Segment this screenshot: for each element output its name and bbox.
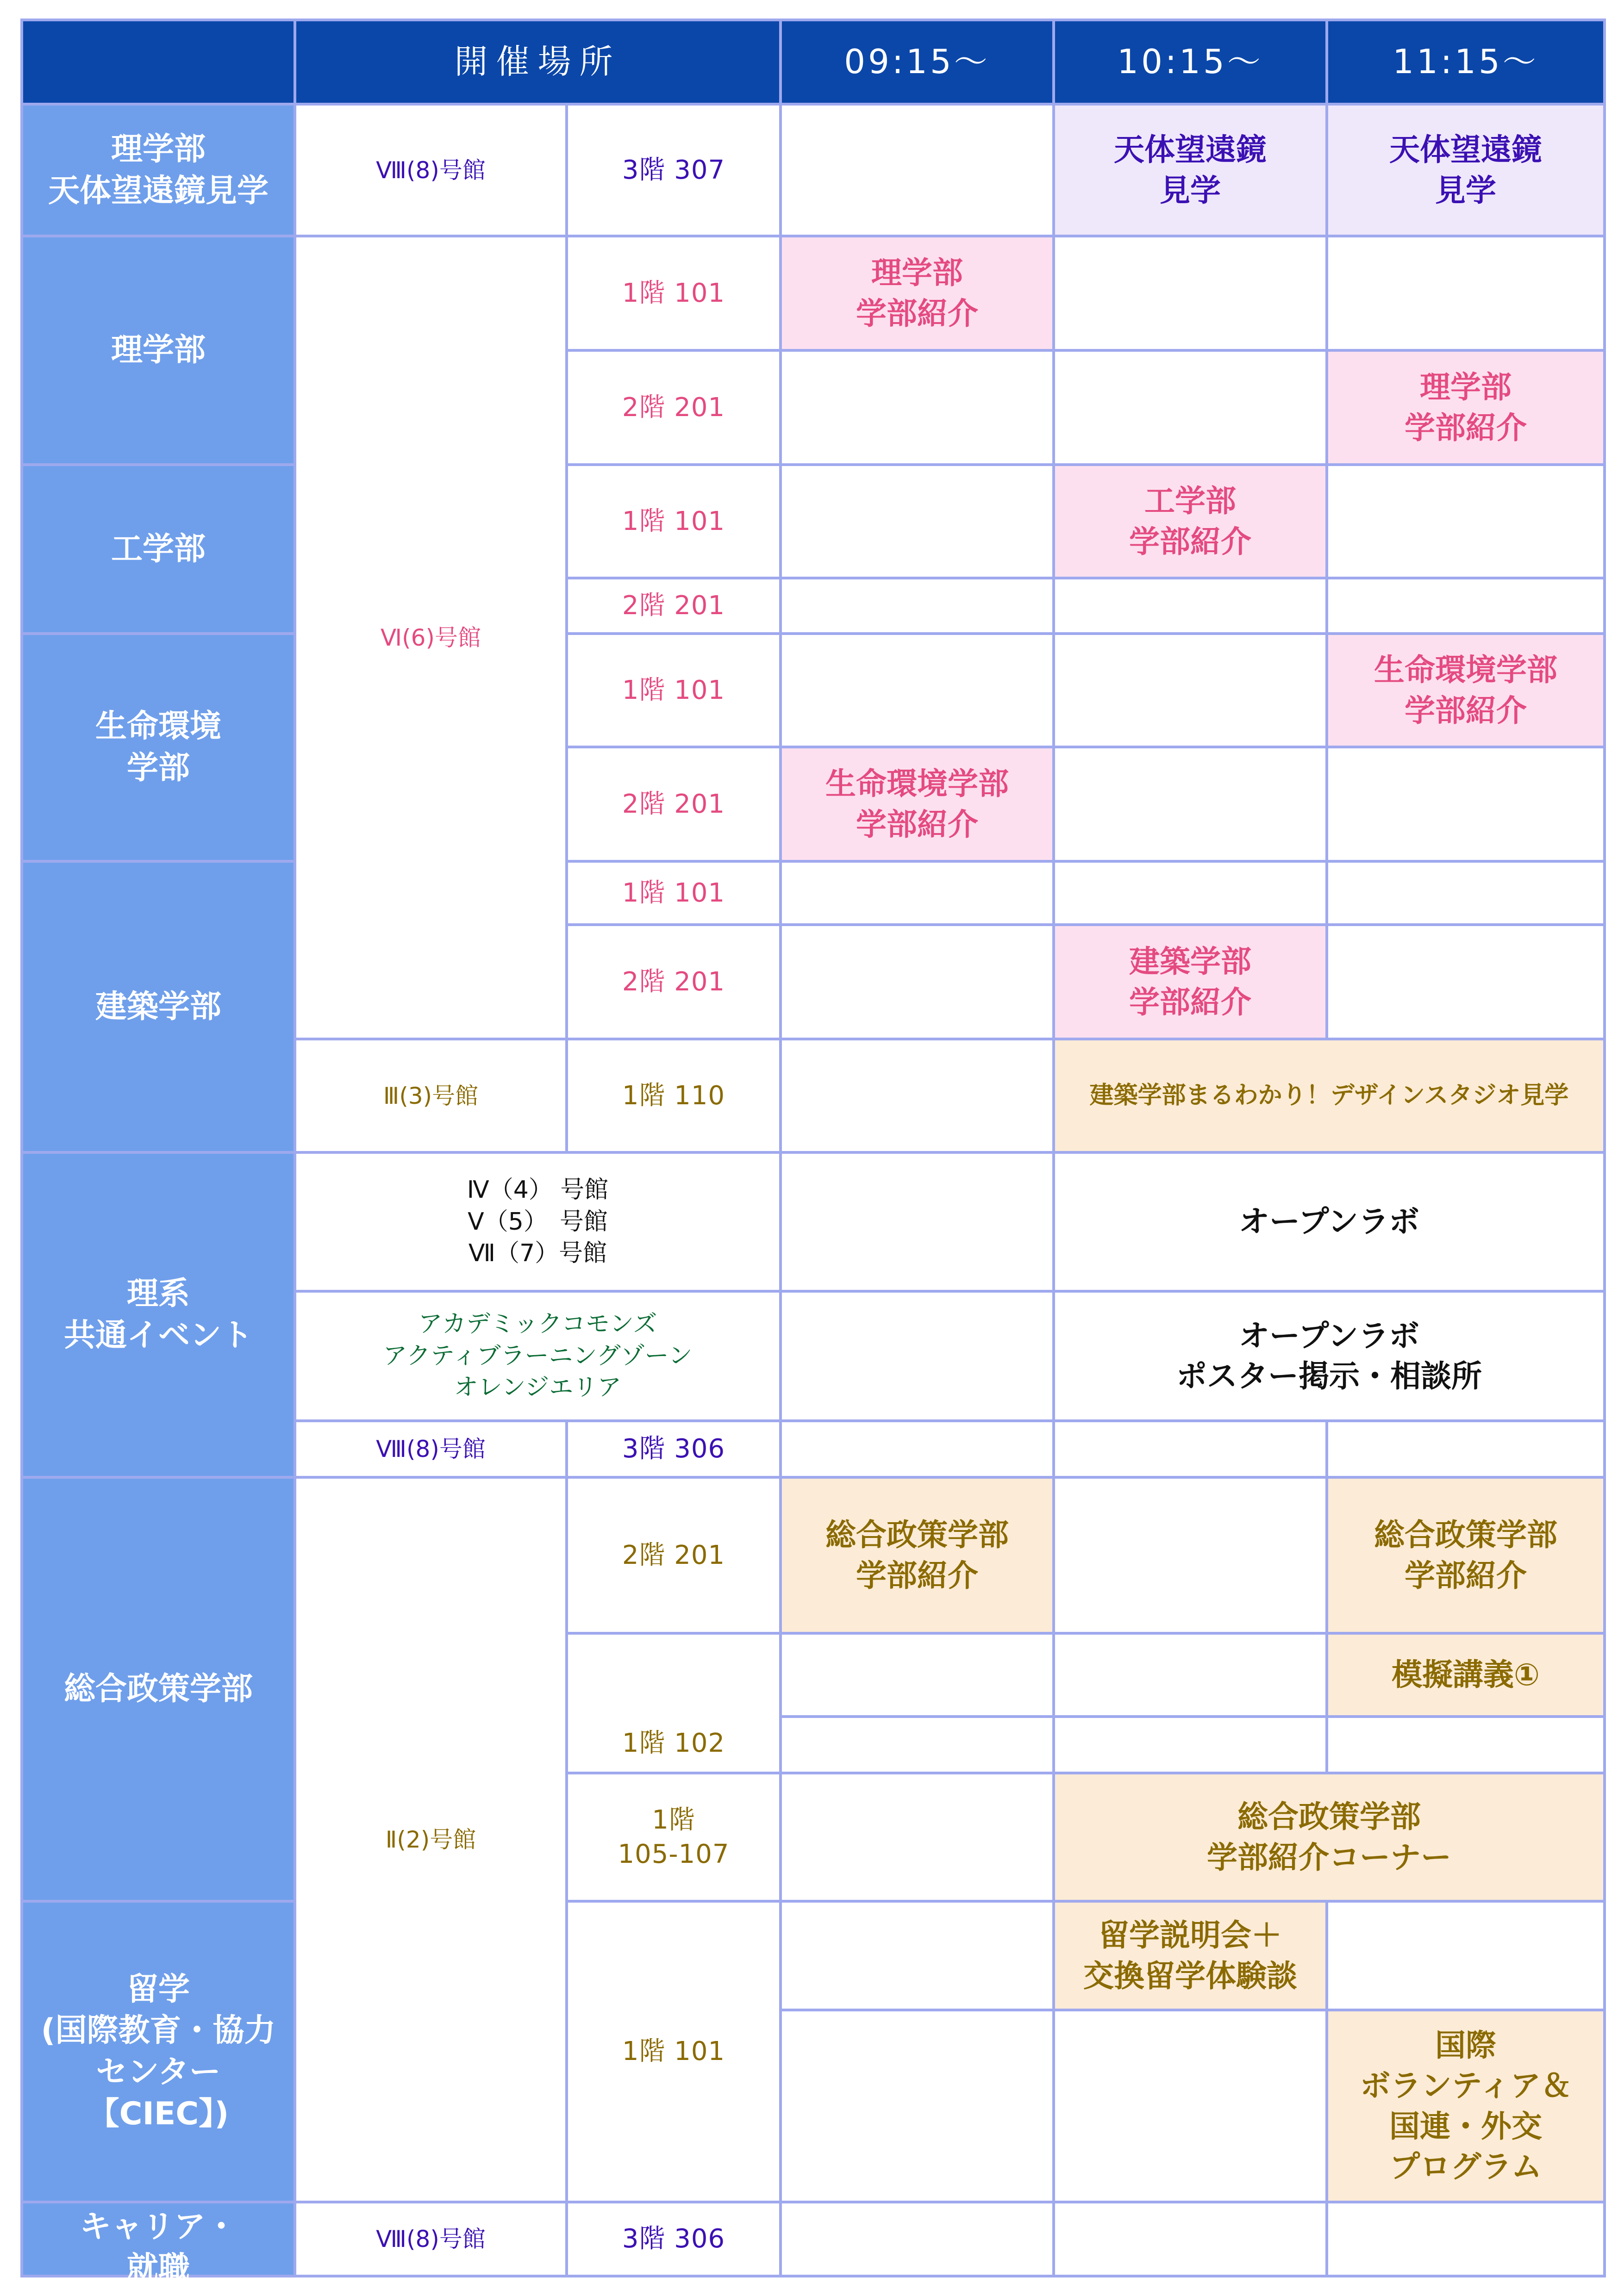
event-mock-lecture: 模擬講義① xyxy=(1327,1633,1605,1717)
event-architecture-1015: 建築学部 学部紹介 xyxy=(1054,925,1327,1039)
slot-empty xyxy=(781,1152,1054,1291)
building-8-common: Ⅷ(8)号館 xyxy=(295,1421,567,1477)
room-engineering-b: 2階 201 xyxy=(567,578,781,634)
slot-empty xyxy=(781,104,1054,236)
slot-empty xyxy=(1327,2202,1605,2276)
slot-empty xyxy=(781,578,1054,634)
room-abroad: 1階 101 xyxy=(567,1901,781,2202)
event-abroad-briefing: 留学説明会＋ 交換留学体験談 xyxy=(1054,1901,1327,2010)
dept-astronomy: 理学部 天体望遠鏡見学 xyxy=(22,104,295,236)
slot-empty xyxy=(781,350,1054,465)
slot-empty xyxy=(1327,925,1605,1039)
slot-empty xyxy=(1327,1717,1605,1773)
row-policy-a xyxy=(22,1477,1605,1633)
event-astronomy-1115: 天体望遠鏡 見学 xyxy=(1327,104,1605,236)
row-career xyxy=(22,2202,1605,2276)
slot-empty xyxy=(1327,578,1605,634)
event-policy-corner: 総合政策学部 学部紹介コーナー xyxy=(1054,1773,1605,1901)
slot-empty xyxy=(1327,465,1605,578)
event-openlab: オープンラボ xyxy=(1054,1152,1605,1291)
dept-science: 理学部 xyxy=(22,236,295,465)
event-astronomy-1015: 天体望遠鏡 見学 xyxy=(1054,104,1327,236)
room-policy-b: 1階 102 xyxy=(567,1633,781,1773)
header-time-1115: 11:15～ xyxy=(1327,20,1605,104)
building-astronomy: Ⅷ(8)号館 xyxy=(295,104,567,236)
slot-empty xyxy=(781,2010,1054,2202)
header-row xyxy=(22,20,1605,104)
room-bioenv-a: 1階 101 xyxy=(567,634,781,747)
academic-commons: アカデミックコモンズ アクティブラーニングゾーン オレンジエリア xyxy=(295,1291,781,1421)
room-architecture-a: 1階 101 xyxy=(567,861,781,925)
row-science-a xyxy=(22,236,1605,350)
row-architecture-a xyxy=(22,861,1605,925)
room-architecture-c: 1階 110 xyxy=(567,1039,781,1152)
slot-empty xyxy=(1054,578,1327,634)
event-policy-0915: 総合政策学部 学部紹介 xyxy=(781,1477,1054,1633)
slot-empty xyxy=(781,1291,1054,1421)
room-science-b: 2階 201 xyxy=(567,350,781,465)
header-location: 開催場所 xyxy=(295,20,781,104)
row-astronomy xyxy=(22,104,1605,236)
header-time-1015: 10:15～ xyxy=(1054,20,1327,104)
row-bioenv-a xyxy=(22,634,1605,747)
dept-policy: 総合政策学部 xyxy=(22,1477,295,1901)
buildings-4-5-7: Ⅳ（4） 号館 Ⅴ（5） 号館 Ⅶ（7）号館 xyxy=(295,1152,781,1291)
room-policy-c: 1階 105-107 xyxy=(567,1773,781,1901)
slot-empty xyxy=(1054,2202,1327,2276)
event-science-0915: 理学部 学部紹介 xyxy=(781,236,1054,350)
slot-empty xyxy=(1054,1717,1327,1773)
room-architecture-b: 2階 201 xyxy=(567,925,781,1039)
room-bioenv-b: 2階 201 xyxy=(567,747,781,861)
event-intl-volunteer: 国際 ボランティア＆ 国連・外交 プログラム xyxy=(1327,2010,1605,2202)
slot-empty xyxy=(1054,747,1327,861)
slot-empty xyxy=(1327,861,1605,925)
slot-empty xyxy=(781,634,1054,747)
dept-engineering: 工学部 xyxy=(22,465,295,634)
slot-empty xyxy=(1054,2010,1327,2202)
row-common-a xyxy=(22,1152,1605,1291)
event-engineering-1015: 工学部 学部紹介 xyxy=(1054,465,1327,578)
dept-study-abroad: 留学 (国際教育・協力 センター 【CIEC】) xyxy=(22,1901,295,2202)
dept-bioenv: 生命環境 学部 xyxy=(22,634,295,861)
header-blank-cell xyxy=(22,20,295,104)
slot-empty xyxy=(781,861,1054,925)
room-policy-a: 2階 201 xyxy=(567,1477,781,1633)
slot-empty xyxy=(781,2202,1054,2276)
row-engineering-a xyxy=(22,465,1605,578)
event-bioenv-1115: 生命環境学部 学部紹介 xyxy=(1327,634,1605,747)
slot-empty xyxy=(1054,861,1327,925)
slot-empty xyxy=(1054,236,1327,350)
building-6: Ⅵ(6)号館 xyxy=(295,236,567,1039)
slot-empty xyxy=(1054,350,1327,465)
building-8-career: Ⅷ(8)号館 xyxy=(295,2202,567,2276)
header-time-0915: 09:15～ xyxy=(781,20,1054,104)
slot-empty xyxy=(781,1773,1054,1901)
room-career: 3階 306 xyxy=(567,2202,781,2276)
event-science-1115: 理学部 学部紹介 xyxy=(1327,350,1605,465)
room-astronomy: 3階 307 xyxy=(567,104,781,236)
slot-empty xyxy=(1054,1633,1327,1717)
building-3: Ⅲ(3)号館 xyxy=(295,1039,567,1152)
slot-empty xyxy=(781,1421,1054,1477)
event-openlab-poster: オープンラボ ポスター掲示・相談所 xyxy=(1054,1291,1605,1421)
schedule-table xyxy=(20,19,1606,2287)
slot-empty xyxy=(781,1633,1054,1717)
room-science-a: 1階 101 xyxy=(567,236,781,350)
row-abroad-a xyxy=(22,1901,1605,2010)
dept-career: キャリア・ 就職 xyxy=(22,2202,295,2276)
slot-empty xyxy=(781,925,1054,1039)
slot-empty xyxy=(1327,747,1605,861)
slot-empty xyxy=(781,1901,1054,2010)
slot-empty xyxy=(781,465,1054,578)
building-2: Ⅱ(2)号館 xyxy=(295,1477,567,2202)
slot-empty xyxy=(1327,1901,1605,2010)
event-policy-1115: 総合政策学部 学部紹介 xyxy=(1327,1477,1605,1633)
dept-common: 理系 共通イベント xyxy=(22,1152,295,1477)
room-8-common: 3階 306 xyxy=(567,1421,781,1477)
slot-empty xyxy=(1327,1421,1605,1477)
event-bioenv-0915: 生命環境学部 学部紹介 xyxy=(781,747,1054,861)
slot-empty xyxy=(1327,236,1605,350)
event-architecture-studio: 建築学部まるわかり！デザインスタジオ見学 xyxy=(1054,1039,1605,1152)
dept-architecture: 建築学部 xyxy=(22,861,295,1152)
slot-empty xyxy=(781,1039,1054,1152)
slot-empty xyxy=(781,1717,1054,1773)
slot-empty xyxy=(1054,634,1327,747)
slot-empty xyxy=(1054,1477,1327,1633)
slot-empty xyxy=(1054,1421,1327,1477)
room-engineering-a: 1階 101 xyxy=(567,465,781,578)
